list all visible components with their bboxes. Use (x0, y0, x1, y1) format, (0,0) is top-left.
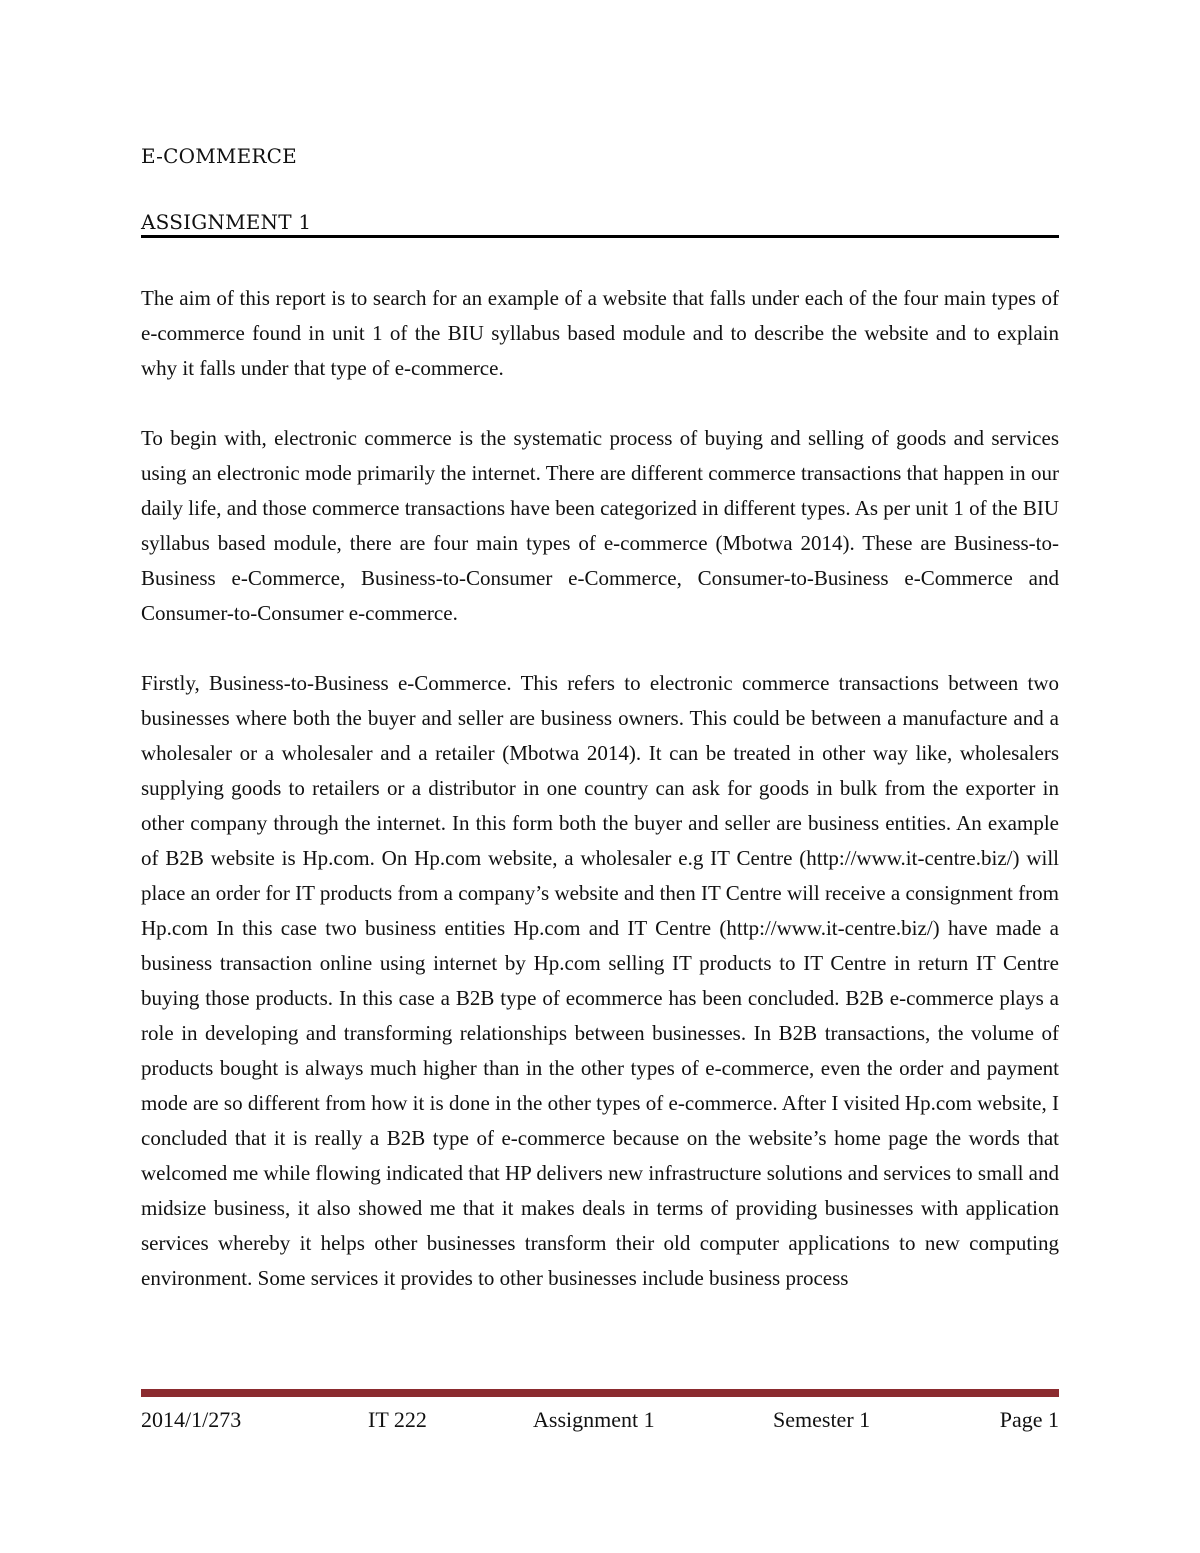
footer-assignment: Assignment 1 (533, 1407, 655, 1432)
paragraph-intro: The aim of this report is to search for an example of a website that falls under each of the four main types of e-commerce found in unit 1 of the BIU syllabus based module and to describe the website and to explain why it falls under that type of e-commerce. (141, 286, 1059, 380)
assignment-heading: ASSIGNMENT 1 (141, 210, 312, 234)
footer-divider (141, 1389, 1059, 1397)
footer-student-id: 2014/1/273 (141, 1407, 242, 1432)
footer-semester: Semester 1 (773, 1407, 871, 1432)
document-page (141, 140, 1059, 1296)
page-footer (141, 1403, 1059, 1437)
document-title: E-COMMERCE (141, 144, 297, 168)
footer-page-number: Page 1 (999, 1407, 1059, 1432)
paragraph-b2b: Firstly, Business-to-Business e-Commerce. This refers to electronic commerce transactions between two businesses where both the buyer and seller are business owners. This could be between a manufacture and a wholesaler or a wholesaler and a retailer (Mbotwa 2014). It can be treated in other way like, wholesalers supplying goods to retailers or a distributor in one country can ask for goods in bulk from the exporter in other company through the internet. In this form both the buyer and seller are business entities. An example of B2B website is Hp.com. On Hp.com website, a wholesaler e.g IT Centre (http://www.it-centre.biz/) will place an order for IT products from a company’s website and then IT Centre will receive a consignment from Hp.com In this case two business entities Hp.com and IT Centre (http://www.it-centre.biz/) have made a business transaction online using internet by Hp.com selling IT products to IT Centre in return IT Centre buying those products. In this case a B2B type of ecommerce has been concluded. B2B e-commerce plays a role in developing and transforming relationships between businesses. In B2B transactions, the volume of products bought is always much higher than in the other types of e-commerce, even the order and payment mode are so different from how it is done in the other types of e-commerce. After I visited Hp.com website, I concluded that it is really a B2B type of e-commerce because on the website’s home page the words that welcomed me while flowing indicated that HP delivers new infrastructure solutions and services to small and midsize business, it also showed me that it makes deals in terms of providing businesses with application services whereby it helps other businesses transform their old computer applications to new computing environment. Some services it provides to other businesses include business process (141, 671, 1059, 1290)
footer-course: IT 222 (368, 1407, 427, 1432)
paragraph-definition: To begin with, electronic commerce is the systematic process of buying and selling of goods and services using an electronic mode primarily the internet. There are different commerce transactions that happen in our daily life, and those commerce transactions have been categorized in different types. As per unit 1 of the BIU syllabus based module, there are four main types of e-commerce (Mbotwa 2014). These are Business-to-Business e-Commerce, Business-to-Consumer e-Commerce, Consumer-to-Business e-Commerce and Consumer-to-Consumer e-commerce. (141, 426, 1059, 625)
